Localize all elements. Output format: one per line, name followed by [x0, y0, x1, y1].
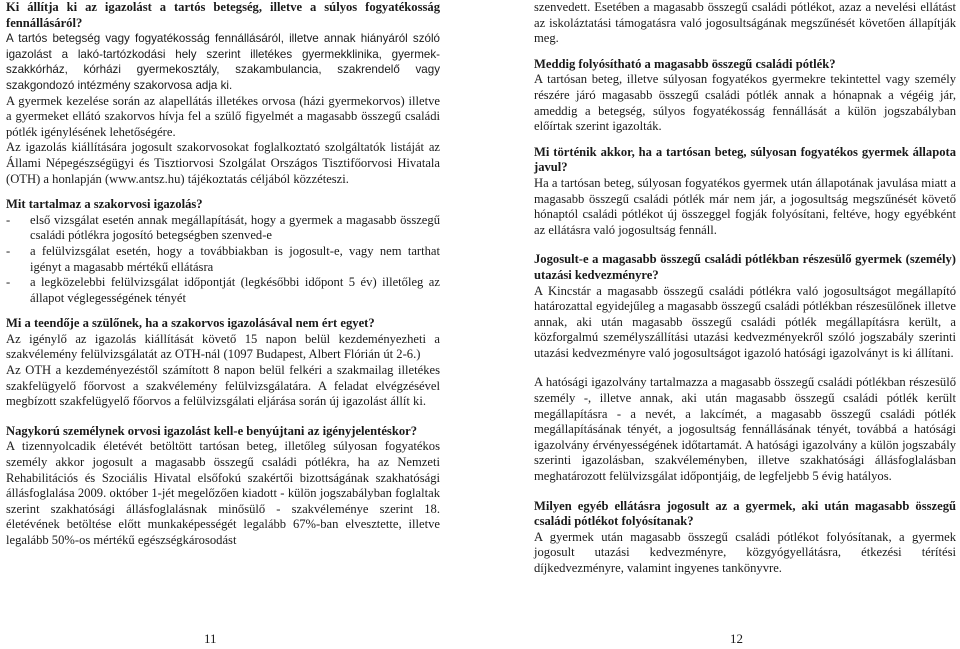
section-heading-disagreement: Mi a teendője a szülőnek, ha a szakorvos igazolásával nem ért egyet? [6, 316, 375, 331]
left-page [0, 0, 470, 649]
list-item: - a felülvizsgálat esetén, hogy a továbbiakban is jogosult-e, vagy nem tarthat igényt a magasabb mértékű ellátásra [6, 243, 440, 274]
page-number: 12 [730, 631, 743, 646]
section-heading-travel-discount: Jogosult-e a magasabb összegű családi pótlékban részesülő gyermek (személy) utazási kedvezményre? [534, 252, 956, 282]
paragraph-official-certificate: A hatósági igazolvány tartalmazza a magasabb összegű családi pótlékban részesülő személy -, illetve annak, aki után magasabb összegű családi pótlék került megállapításra - a nevét, a lakcímét, a magasabb összegű családi pótlék megállapításának tényét, a jogosultság fennállásának tényét, továbbá a hatósági igazolvány érvényességének időtartamát. A hatósági igazolvány a külön jogszabály szerinti igazolásban, szakvéleményben, illetve szakhatósági állásfoglalásban meghatározott felülvizsgálat időpontjáig, de legfeljebb 5 évig hatályos. [534, 375, 956, 484]
list-item: - a legközelebbi felülvizsgálat időpontját (legkésőbbi időpont 5 év) illetőleg az állapot véglegességének tényét [6, 275, 440, 305]
paragraph-payment-duration: A tartósan beteg, illetve súlyosan fogyatékos gyermekre tekintettel vagy személy részére járó magasabb összegű családi pótlék annak a hónapnak a végéig jár, ameddig a betegség, súlyos fogyatékosság fennállását a külön jogszabályban előírtak szerint igazolták. [534, 72, 956, 134]
paragraph-travel-discount: A Kincstár a magasabb összegű családi pótlékra való jogosultságot megállapító határozattal egyidejűleg a magasabb összegű családi pótlékban részesülőnek illetve annak, aki után magasabb összegű családi pótlék megállapításra került, a közforgalmú személyszállítási utazási kedvezményekről szóló jogszabály szerinti utazási kedvezményre való jogosultságot igazoló hatósági igazolványt is ki állítani. [534, 283, 956, 360]
paragraph-continuation: szenvedett. Esetében a magasabb összegű családi pótlékot, azaz a nevelési ellátást az iskoláztatási támogatásra való jogosultságának megszűnését követően állapítják meg. [534, 0, 956, 46]
paragraph-adult-eligibility: A tizennyolcadik életévét betöltött tartósan beteg, illetőleg súlyosan fogyatékos személy akkor jogosult a magasabb összegű családi pótlékra, ha az Nemzeti Rehabilitációs és Szociális Hivatal elsőfokú szakértői bizottságának szakhatósági állásfoglalása 2009. október 1-jét megelőzően kiadott - külön jogszabályban foglaltak szerint szakhatósági állásfoglalásnak minősülő - szakvéleménye szerint 18. életévének betöltése előtt munkaképességét legalább 67%-ban elvesztette, illetve legalább 50%-os mértékű egészségkárosodást [6, 439, 440, 547]
section-heading-issuer: Ki állítja ki az igazolást a tartós betegség, illetve a súlyos fogyatékosság fennállásáról? [6, 0, 440, 30]
paragraph-oth-review: Az OTH a kezdeményezéstől számított 8 napon belül felkéri a szakmailag illetékes szakfelügyelő főorvost a szakvélemény felülvizsgálatára. A feladat elvégzésével megbízott szakfelügyelő főorvos a felülvizsgálati eljárása során új igazolást állít ki. [6, 363, 440, 409]
paragraph-issuer: A tartós betegség vagy fogyatékosság fennállásáról, illetve annak hiányáról szóló igazolást a lakó-tartózkodási hely szerint illetékes gyermekklinika, gyermek-szakkórház, kórházi gyermekosztály, szakambulancia, szakrendelő vagy szakgondozó intézmény szakorvosa adja ki. [6, 32, 440, 92]
section-heading-payment-duration: Meddig folyósítható a magasabb összegű családi pótlék? [534, 56, 836, 71]
right-page [496, 0, 960, 649]
section-heading-adult-certificate: Nagykorú személynek orvosi igazolást kell-e benyújtani az igényjelentéskor? [6, 423, 418, 438]
section-heading-other-services: Milyen egyéb ellátásra jogosult az a gyermek, aki után magasabb összegű családi pótlékot folyósítanak? [534, 498, 956, 529]
right-column [534, 0, 956, 577]
paragraph-other-services: A gyermek után magasabb összegű családi pótlékot folyósítanak, a gyermek jogosult utazási kedvezményre, közgyógyellátásra, étkezési térítési díjkedvezményre, valamint ingyenes tankönyvre. [534, 529, 956, 575]
page-number: 11 [204, 631, 217, 646]
paragraph-doctor-duty: A gyermek kezelése során az alapellátás illetékes orvosa (házi gyermekorvos) illetve a gyermeket ellátó szakorvos hívja fel a szülő figyelmét a magasabb összegű családi pótlék igénylésének lehetőségére. [6, 93, 440, 139]
section-heading-condition-improves: Mi történik akkor, ha a tartósan beteg, súlyosan fogyatékos gyermek állapota javul? [534, 144, 956, 175]
section-heading-certificate-content: Mit tartalmaz a szakorvosi igazolás? [6, 197, 203, 212]
paragraph-review-request: Az igénylő az igazolás kiállítását követő 15 napon belül kezdeményezheti a szakvélemény felülvizsgálatát az OTH-nál (1097 Budapest, Albert Flórián út 2-6.) [6, 331, 440, 362]
list-item: - első vizsgálat esetén annak megállapítását, hogy a gyermek a magasabb összegű családi pótlékra jogosító betegségben szenved-e [6, 212, 440, 243]
paragraph-condition-improves: Ha a tartósan beteg, súlyosan fogyatékos gyermek után állapotának javulása miatt a magasabb összegű családi pótlék már nem jár, a jogosultság megszűnését követő hónaptól családi pótlékot új összeggel fogják folyósítani, feltéve, hogy egyébként az ellátásra való jogosultság fennáll. [534, 175, 956, 237]
certificate-content-list [6, 213, 440, 307]
left-column [6, 0, 440, 549]
paragraph-provider-list: Az igazolás kiállítására jogosult szakorvosokat foglalkoztató szolgáltatók listáját az Állami Népegészségügyi és Tisztiorvosi Szolgálat Országos Tisztifőorvosi Hivatala (OTH) a honlapján (www.antsz.hu) tájékoztatás céljából közzéteszi. [6, 140, 440, 186]
